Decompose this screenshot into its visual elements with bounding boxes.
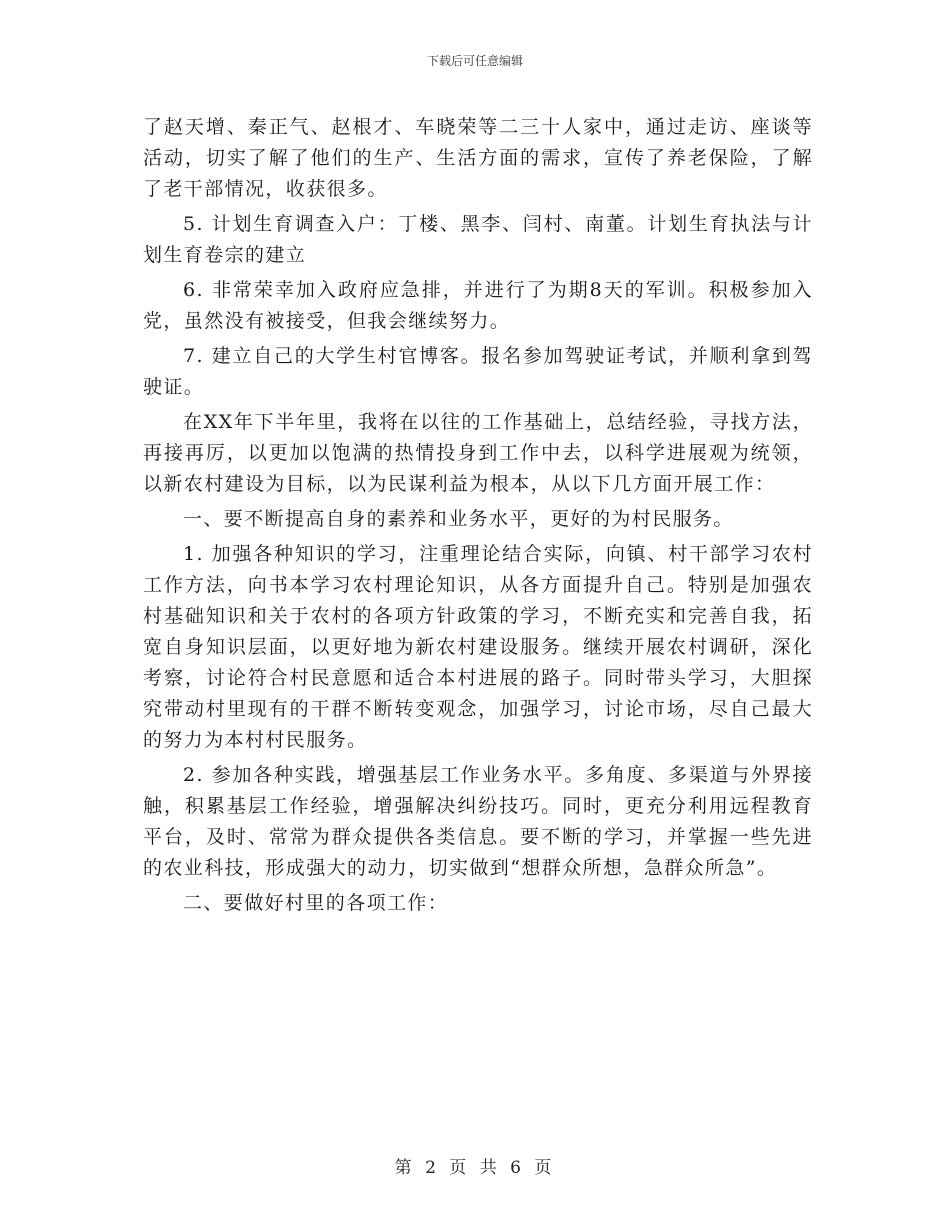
section-heading: 一、要不断提高自身的素养和业务水平，更好的为村民服务。	[183, 508, 734, 530]
paragraph: 在XX年下半年里，我将在以往的工作基础上，总结经验，寻找方法，再接再厉，以更加以饱满的热情投身到工作中去，以科学进展观为统领，以新农村建设为目标，以为民谋利益为根本，从以下几方面开展工作：	[143, 411, 813, 495]
paragraph: 5. 计划生育调查入户：丁楼、黑李、闫村、南董。计划生育执法与计划生育卷宗的建立	[143, 213, 813, 266]
page-number-footer: 第 2 页 共 6 页	[394, 1158, 556, 1178]
paragraph: 7. 建立自己的大学生村官博客。报名参加驾驶证考试，并顺利拿到驾驶证。	[143, 345, 813, 398]
page-header: 下载后可任意编辑	[426, 54, 523, 68]
section-heading: 二、要做好村里的各项工作：	[183, 892, 449, 914]
document-body	[143, 112, 813, 923]
paragraph: 了赵天增、秦正气、赵根才、车晓荣等二三十人家中，通过走访、座谈等活动，切实了解了他们的生产、生活方面的需求，宣传了养老保险，了解了老干部情况，收获很多。	[143, 116, 813, 200]
paragraph: 2. 参加各种实践，增强基层工作业务水平。多角度、多渠道与外界接触，积累基层工作经验，增强解决纠纷技巧。同时，更充分利用远程教育平台，及时、常常为群众提供各类信息。要不断的学习，并掌握一些先进的农业科技，形成强大的动力，切实做到“想群众所想，急群众所急”。	[143, 764, 813, 879]
paragraph: 6. 非常荣幸加入政府应急排，并进行了为期8天的军训。积极参加入党，虽然没有被接受，但我会继续努力。	[143, 279, 813, 332]
paragraph: 1. 加强各种知识的学习，注重理论结合实际，向镇、村干部学习农村工作方法，向书本学习农村理论知识，从各方面提升自己。特别是加强农村基础知识和关于农村的各项方针政策的学习，不断充实和完善自我，拓宽自身知识层面，以更好地为新农村建设服务。继续开展农村调研，深化考察，讨论符合村民意愿和适合本村进展的路子。同时带头学习，大胆探究带动村里现有的干群不断转变观念，加强学习，讨论市场，尽自己最大的努力为本村村民服务。	[143, 543, 813, 751]
